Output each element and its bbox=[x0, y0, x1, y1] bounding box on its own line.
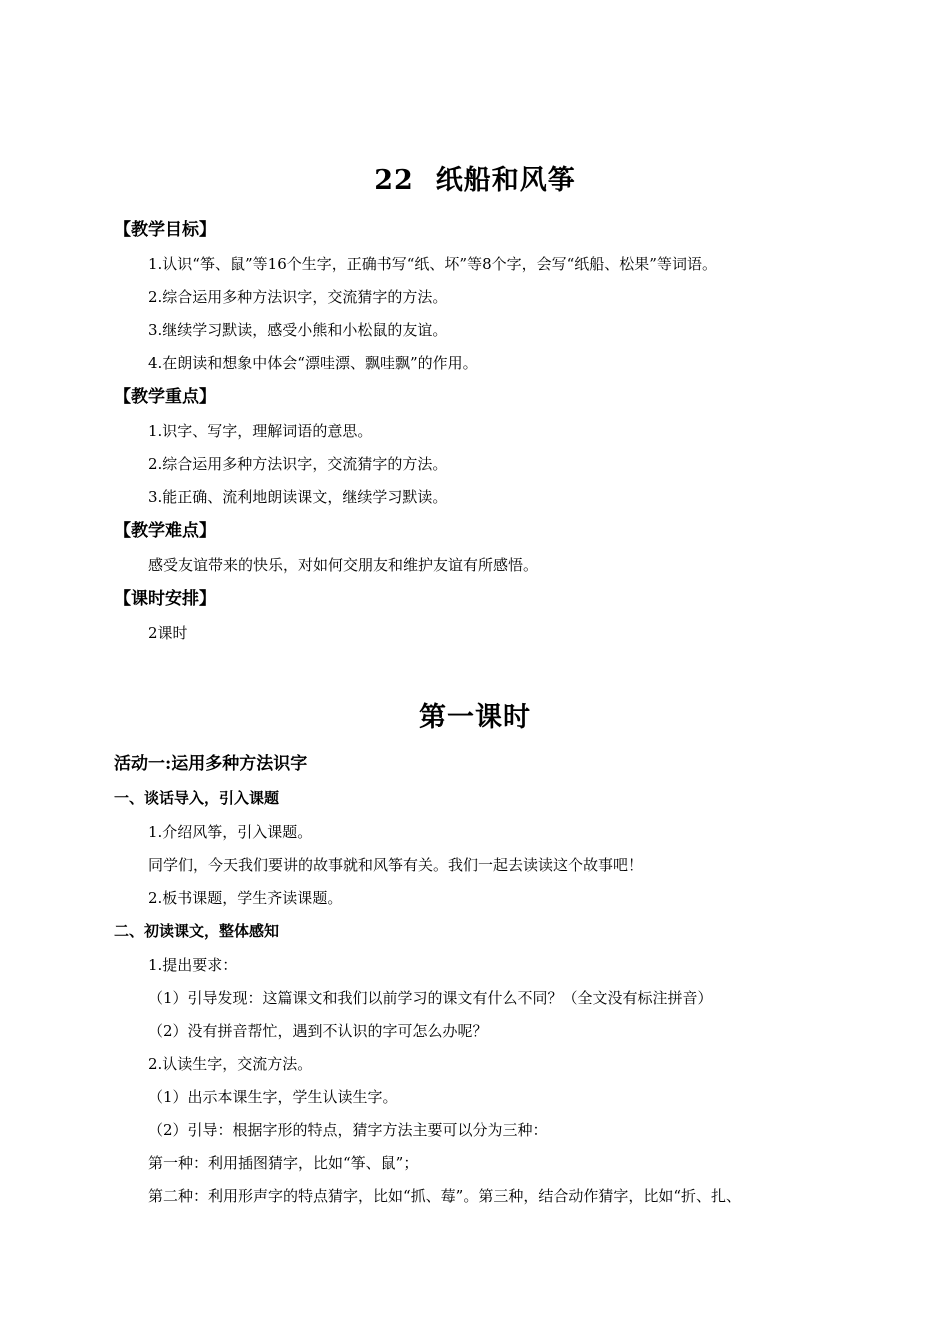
key-point-item-3: 3.能正确、流利地朗读课文，继续学习默读。 bbox=[148, 488, 448, 506]
part-two-line-8: 第二种：利用形声字的特点猜字，比如“抓、莓”。第三种，结合动作猜字，比如“折、扎、 bbox=[148, 1187, 742, 1205]
objective-item-2: 2.综合运用多种方法识字，交流猜字的方法。 bbox=[148, 288, 448, 306]
part-one-heading: 一、谈话导入，引入课题 bbox=[114, 789, 280, 807]
part-two-line-7: 第一种：利用插图猜字，比如“筝、鼠”； bbox=[148, 1154, 419, 1172]
lesson-title-text: 纸船和风筝 bbox=[435, 165, 576, 196]
part-two-heading: 二、初读课文，整体感知 bbox=[114, 922, 280, 940]
lesson-one-title: 第一课时 bbox=[419, 702, 531, 733]
objective-item-3: 3.继续学习默读，感受小熊和小松鼠的友谊。 bbox=[148, 321, 448, 339]
part-one-line-3: 2.板书课题，学生齐读课题。 bbox=[148, 889, 343, 907]
objectives-heading: 【教学目标】 bbox=[114, 220, 216, 240]
difficulty-heading: 【教学难点】 bbox=[114, 521, 216, 541]
lesson-number: 22 bbox=[374, 165, 414, 196]
part-two-line-2: （1）引导发现：这篇课文和我们以前学习的课文有什么不同？（全文没有标注拼音） bbox=[148, 989, 713, 1007]
lesson-main-title bbox=[0, 158, 950, 197]
part-two-line-6: （2）引导：根据字形的特点，猜字方法主要可以分为三种： bbox=[148, 1121, 548, 1139]
part-two-line-3: （2）没有拼音帮忙，遇到不认识的字可怎么办呢？ bbox=[148, 1022, 488, 1040]
difficulty-text: 感受友谊带来的快乐，对如何交朋友和维护友谊有所感悟。 bbox=[148, 556, 539, 574]
objective-item-4: 4.在朗读和想象中体会“漂哇漂、飘哇飘”的作用。 bbox=[148, 354, 478, 372]
activity-one-heading: 活动一:运用多种方法识字 bbox=[114, 754, 308, 774]
schedule-text: 2课时 bbox=[148, 624, 188, 642]
objective-item-1: 1.认识“筝、鼠”等16个生字，正确书写“纸、坏”等8个字，会写“纸船、松果”等词语。 bbox=[148, 255, 717, 273]
part-one-line-2: 同学们，今天我们要讲的故事就和风筝有关。我们一起去读读这个故事吧！ bbox=[148, 856, 644, 874]
part-two-line-1: 1.提出要求： bbox=[148, 956, 238, 974]
part-one-line-1: 1.介绍风筝，引入课题。 bbox=[148, 823, 313, 841]
schedule-heading: 【课时安排】 bbox=[114, 589, 216, 609]
part-two-line-4: 2.认读生字，交流方法。 bbox=[148, 1055, 313, 1073]
key-point-item-2: 2.综合运用多种方法识字，交流猜字的方法。 bbox=[148, 455, 448, 473]
key-point-item-1: 1.识字、写字，理解词语的意思。 bbox=[148, 422, 373, 440]
key-points-heading: 【教学重点】 bbox=[114, 387, 216, 407]
part-two-line-5: （1）出示本课生字，学生认读生字。 bbox=[148, 1088, 398, 1106]
